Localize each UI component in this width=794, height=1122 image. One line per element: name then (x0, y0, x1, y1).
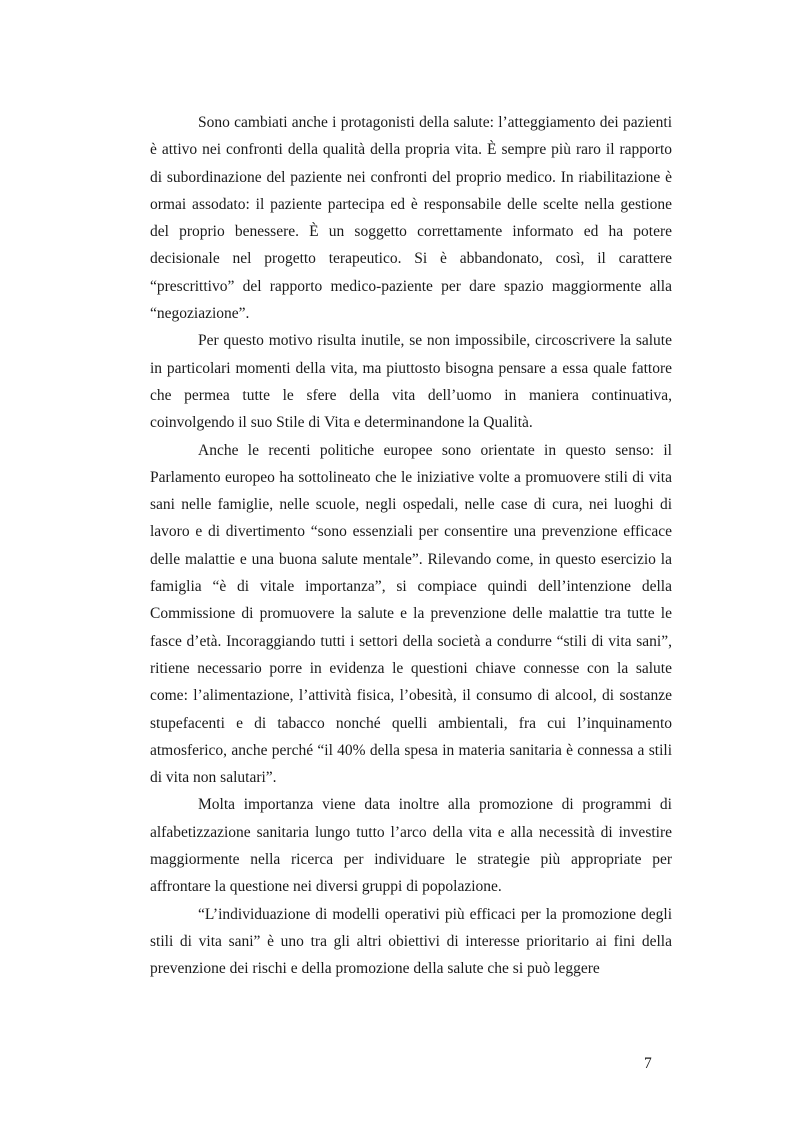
paragraph-4: Molta importanza viene data inoltre alla promozione di programmi di alfabetizzazione sanitaria lungo tutto l’arco della vita e alla necessità di investire maggiormente nella ricerca per individuare le strategie più appropriate per affrontare la questione nei diversi gruppi di popolazione. (150, 796, 672, 896)
paragraph-2: Per questo motivo risulta inutile, se non impossibile, circoscrivere la salute in particolari momenti della vita, ma piuttosto bisogna pensare a essa quale fattore che permea tutte le sfere della vita dell’uomo in maniera continuativa, coinvolgendo il suo Stile di Vita e determinandone la Qualità. (150, 332, 672, 432)
paragraph-3: Anche le recenti politiche europee sono orientate in questo senso: il Parlamento europeo ha sottolineato che le iniziative volte a promuovere stili di vita sani nelle famiglie, nelle scuole, negli ospedali, nelle case di cura, nei luoghi di lavoro e di divertimento “sono essenziali per consentire una prevenzione efficace delle malattie e una buona salute mentale”. Rilevando come, in questo esercizio la famiglia “è di vitale importanza”, si compiace quindi dell’intenzione della Commissione di promuovere la salute e la prevenzione delle malattie tra tutte le fasce d’età. Incoraggiando tutti i settori della società a condurre “stili di vita sani”, ritiene necessario porre in evidenza le questioni chiave connesse con la salute come: l’alimentazione, l’attività fisica, l’obesità, il consumo di alcool, di sostanze stupefacenti e di tabacco nonché quelli ambientali, fra cui l’inquinamento atmosferico, anche perché “il 40% della spesa in materia sanitaria è connessa a stili di vita non salutari”. (150, 441, 672, 787)
page-number: 7 (644, 1055, 652, 1072)
paragraph-5: “L’individuazione di modelli operativi più efficaci per la promozione degli stili di vita sani” è uno tra gli altri obiettivi di interesse prioritario ai fini della prevenzione dei rischi e della promozione della salute che si può leggere (150, 905, 672, 978)
paragraph-1: Sono cambiati anche i protagonisti della salute: l’atteggiamento dei pazienti è attivo nei confronti della qualità della propria vita. È sempre più raro il rapporto di subordinazione del paziente nei confronti del proprio medico. In riabilitazione è ormai assodato: il paziente partecipa ed è responsabile delle scelte nella gestione del proprio benessere. È un soggetto correttamente informato ed ha potere decisionale nel progetto terapeutico. Si è abbandonato, così, il carattere “prescrittivo” del rapporto medico-paziente per dare spazio maggiormente alla “negoziazione”. (150, 114, 672, 323)
page-body (150, 109, 672, 983)
